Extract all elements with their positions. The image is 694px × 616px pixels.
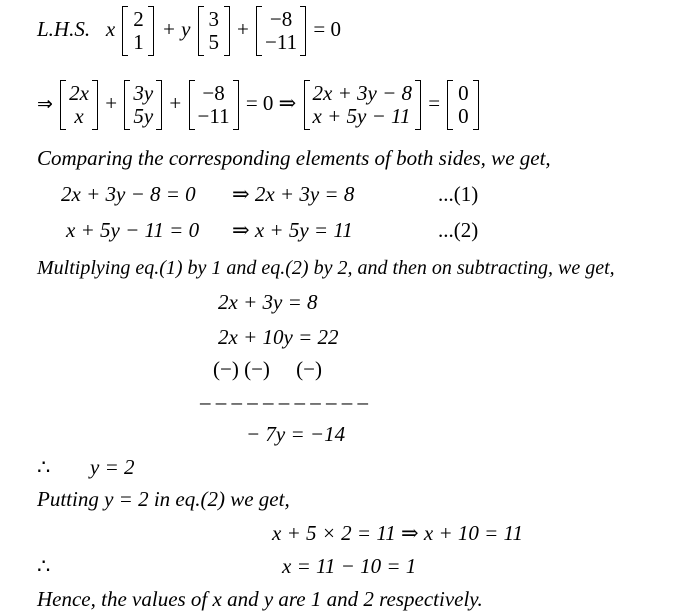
column-matrix: 3y 5y (124, 80, 162, 130)
column-matrix: 2x + 3y − 8 x + 5y − 11 (304, 80, 421, 130)
equation-1-left: 2x + 3y − 8 = 0 (61, 182, 196, 206)
column-matrix: 0 0 (447, 80, 479, 130)
equation-1-tag: ...(1) (438, 182, 479, 206)
plus-sign: + (236, 16, 249, 41)
equation-2-right: ⇒ x + 5y = 11 (232, 218, 353, 242)
step-equation-2: 2x + 10y = 22 (218, 325, 339, 349)
step-equation-1: 2x + 3y = 8 (218, 290, 318, 314)
subtraction-signs: (−) (−) (−) (213, 357, 322, 381)
y-value: y = 2 (90, 455, 135, 479)
subtraction-result: − 7y = −14 (246, 422, 346, 446)
equals-zero-implies: = 0 ⇒ (245, 90, 297, 115)
equation-1-right: ⇒ 2x + 3y = 8 (232, 182, 355, 206)
var-x: x (105, 16, 116, 41)
equals-zero: = 0 (313, 16, 341, 41)
conclusion-text: Hence, the values of x and y are 1 and 2 respectively. (37, 587, 483, 611)
multiply-text: Multiplying eq.(1) by 1 and eq.(2) by 2, and then on subtracting, we get, (37, 257, 615, 279)
plus-sign: + (105, 90, 118, 115)
column-matrix: 2 1 (122, 6, 154, 56)
column-matrix: −8 −11 (189, 80, 239, 130)
equation-2-left: x + 5y − 11 = 0 (66, 218, 200, 242)
equation-2-tag: ...(2) (438, 218, 479, 242)
column-matrix: 3 5 (198, 6, 230, 56)
lhs-equation (37, 6, 341, 56)
substitution-calc: x + 5 × 2 = 11 ⇒ x + 10 = 11 (272, 521, 523, 545)
equals-sign: = (428, 90, 441, 115)
therefore-symbol: ∴ (37, 455, 51, 479)
matrix-sum-equation (37, 80, 481, 130)
column-matrix: −8 −11 (256, 6, 306, 56)
putting-text: Putting y = 2 in eq.(2) we get, (37, 487, 290, 511)
x-value: x = 11 − 10 = 1 (282, 554, 417, 578)
therefore-symbol: ∴ (37, 554, 51, 578)
lhs-label: L.H.S. (37, 16, 91, 41)
compare-text: Comparing the corresponding elements of both sides, we get, (37, 146, 551, 170)
plus-y: + y (161, 16, 191, 41)
dash-line: – – – – – – – – – – – (200, 390, 368, 414)
plus-sign: + (169, 90, 182, 115)
implies-arrow: ⇒ (37, 92, 53, 115)
column-matrix: 2x x (60, 80, 98, 130)
